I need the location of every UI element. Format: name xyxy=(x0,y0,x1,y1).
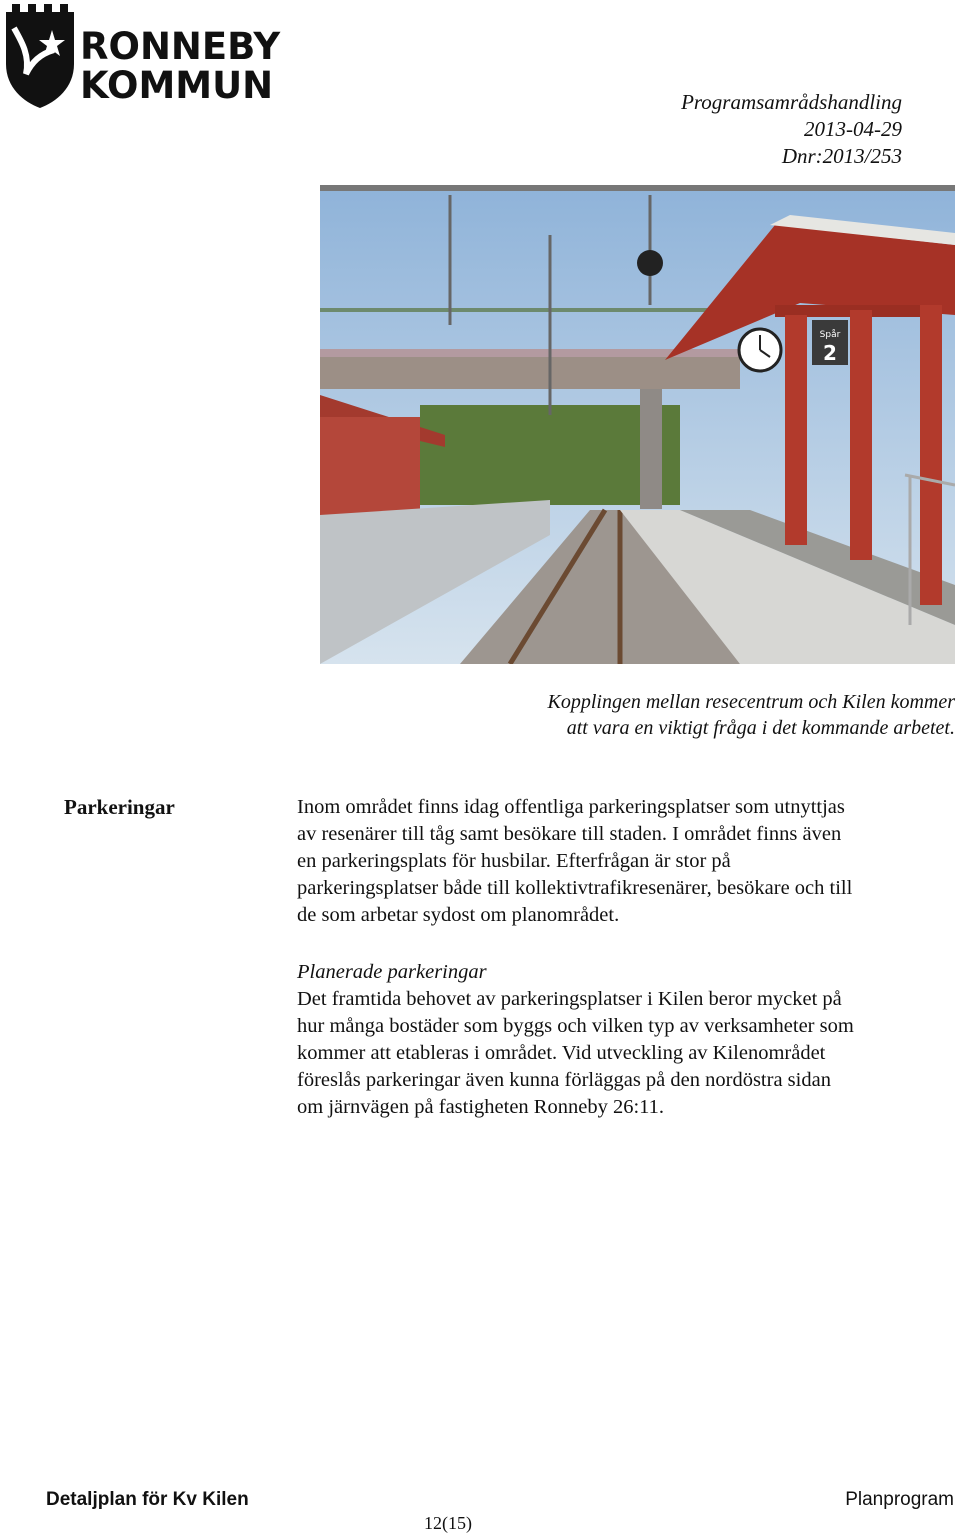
paragraph-line: hur många bostäder som byggs och vilken typ av verksamheter som xyxy=(297,1015,854,1037)
document-date: 2013-04-29 xyxy=(804,117,902,141)
paragraph-line: av resenärer till tåg samt besökare till staden. I området finns även xyxy=(297,823,842,845)
document-dnr: Dnr:2013/253 xyxy=(781,144,902,168)
subheading-planned-parking: Planerade parkeringar xyxy=(297,961,487,983)
paragraph-planned-parking xyxy=(297,959,957,1121)
coat-of-arms-icon xyxy=(2,2,78,110)
paragraph-line: parkeringsplatser både till kollektivtrafikresenärer, besökare och till xyxy=(297,877,853,899)
paragraph-line: om järnvägen på fastigheten Ronneby 26:11. xyxy=(297,1096,665,1118)
logo-line-2: KOMMUN xyxy=(80,64,274,107)
photo-caption xyxy=(460,689,955,741)
paragraph-line: de som arbetar sydost om planområdet. xyxy=(297,904,620,926)
platform-sign-number: 2 xyxy=(823,341,837,365)
platform-sign-label: Spår xyxy=(819,330,841,340)
footer-doc-kind: Planprogram xyxy=(845,1489,954,1510)
caption-line-2: att vara en viktigt fråga i det kommande arbetet. xyxy=(566,717,955,739)
ronneby-kommun-logo xyxy=(2,2,281,110)
caption-line-1: Kopplingen mellan resecentrum och Kilen kommer xyxy=(547,691,955,713)
paragraph-line: Det framtida behovet av parkeringsplatser i Kilen beror mycket på xyxy=(297,988,842,1010)
page-number: 12(15) xyxy=(424,1513,472,1533)
paragraph-line: föreslås parkeringar även kunna förläggas på den nordöstra sidan xyxy=(297,1069,831,1091)
logo-line-1: RONNEBY xyxy=(80,25,281,68)
paragraph-line: kommer att etableras i området. Vid utveckling av Kilenområdet xyxy=(297,1042,826,1064)
section-title: Parkeringar xyxy=(64,795,175,819)
paragraph-current-parking xyxy=(297,794,957,929)
railway-station-photo xyxy=(320,185,955,664)
paragraph-line: en parkeringsplats för husbilar. Efterfrågan är stor på xyxy=(297,850,731,872)
paragraph-line: Inom området finns idag offentliga parkeringsplatser som utnyttjas xyxy=(297,796,845,818)
footer-plan-name: Detaljplan för Kv Kilen xyxy=(46,1489,249,1510)
document-type: Programsamrådshandling xyxy=(681,90,902,114)
